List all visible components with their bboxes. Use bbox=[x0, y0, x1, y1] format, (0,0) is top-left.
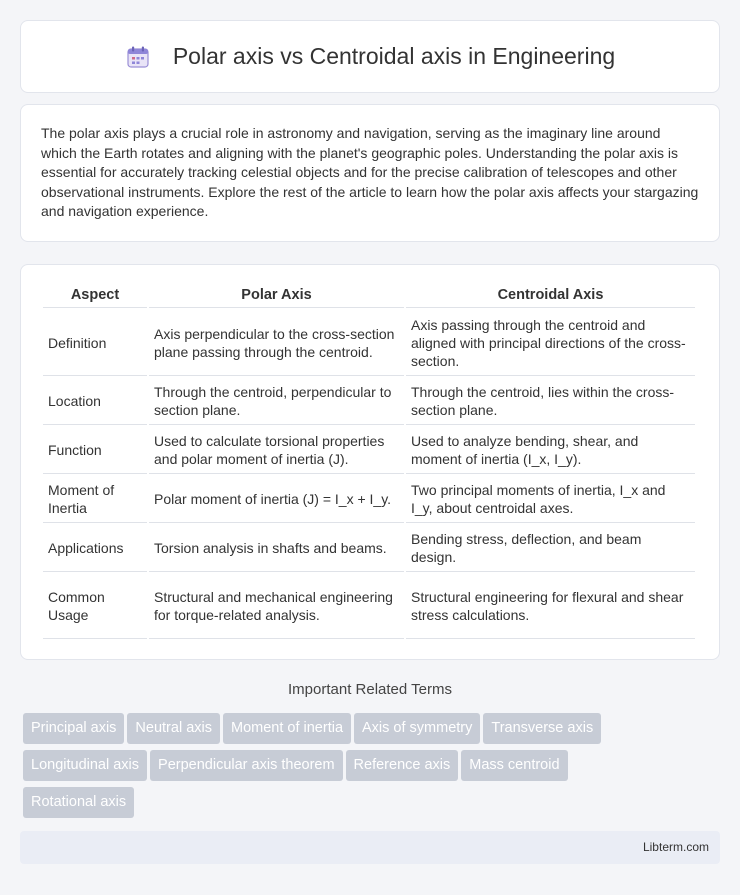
cell-aspect: Moment of Inertia bbox=[43, 476, 147, 523]
cell-aspect: Location bbox=[43, 378, 147, 425]
cell-aspect: Common Usage bbox=[43, 574, 147, 639]
term-tag[interactable]: Longitudinal axis bbox=[23, 750, 147, 781]
comparison-card bbox=[20, 264, 720, 660]
cell-polar: Used to calculate torsional properties and polar moment of inertia (J). bbox=[149, 427, 404, 474]
term-tag[interactable]: Transverse axis bbox=[483, 713, 601, 744]
table-row bbox=[43, 525, 695, 572]
table-row bbox=[43, 476, 695, 523]
header-centroidal-axis: Centroidal Axis bbox=[406, 283, 695, 308]
cell-aspect: Definition bbox=[43, 310, 147, 376]
cell-aspect: Function bbox=[43, 427, 147, 474]
term-tag[interactable]: Mass centroid bbox=[461, 750, 567, 781]
page-title: Polar axis vs Centroidal axis in Engineering bbox=[172, 43, 616, 69]
header-aspect: Aspect bbox=[43, 283, 147, 308]
intro-card bbox=[20, 104, 720, 242]
cell-polar: Polar moment of inertia (J) = I_x + I_y. bbox=[149, 476, 404, 523]
table-row bbox=[43, 378, 695, 425]
table-row bbox=[43, 310, 695, 376]
cell-centroidal: Through the centroid, lies within the cross-section plane. bbox=[406, 378, 695, 425]
cell-aspect: Applications bbox=[43, 525, 147, 572]
cell-polar: Through the centroid, perpendicular to section plane. bbox=[149, 378, 404, 425]
intro-paragraph: The polar axis plays a crucial role in astronomy and navigation, serving as the imaginary line around which the Earth rotates and aligning with the planet's geographic poles. Understanding the polar axis is essential for accurately tracking celestial objects and for the precise calibration of telescopes and other observational instruments. Explore the rest of the article to learn how the polar axis affects your stargazing and navigation experience. bbox=[41, 125, 699, 219]
cell-centroidal: Axis passing through the centroid and aligned with principal directions of the cross-section. bbox=[406, 310, 695, 376]
cell-centroidal: Used to analyze bending, shear, and moment of inertia (I_x, I_y). bbox=[406, 427, 695, 474]
table-row bbox=[43, 574, 695, 639]
cell-centroidal: Two principal moments of inertia, I_x and I_y, about centroidal axes. bbox=[406, 476, 695, 523]
term-tag[interactable]: Axis of symmetry bbox=[354, 713, 480, 744]
comparison-table bbox=[41, 281, 697, 641]
footer-site-link[interactable]: Libterm.com bbox=[642, 840, 709, 854]
title-card bbox=[20, 20, 720, 93]
term-tag[interactable]: Moment of inertia bbox=[223, 713, 351, 744]
cell-centroidal: Structural engineering for flexural and shear stress calculations. bbox=[406, 574, 695, 639]
cell-polar: Axis perpendicular to the cross-section plane passing through the centroid. bbox=[149, 310, 404, 376]
term-tag[interactable]: Principal axis bbox=[23, 713, 124, 744]
cell-polar: Structural and mechanical engineering for torque-related analysis. bbox=[149, 574, 404, 639]
table-row bbox=[43, 427, 695, 474]
related-terms-list bbox=[23, 713, 723, 824]
term-tag[interactable]: Rotational axis bbox=[23, 787, 134, 818]
related-terms-title: Important Related Terms bbox=[288, 681, 452, 698]
term-tag[interactable]: Perpendicular axis theorem bbox=[150, 750, 343, 781]
cell-polar: Torsion analysis in shafts and beams. bbox=[149, 525, 404, 572]
header-polar-axis: Polar Axis bbox=[149, 283, 404, 308]
table-header-row bbox=[43, 283, 695, 308]
cell-centroidal: Bending stress, deflection, and beam design. bbox=[406, 525, 695, 572]
footer bbox=[20, 831, 720, 864]
calendar-icon bbox=[125, 44, 151, 70]
term-tag[interactable]: Neutral axis bbox=[127, 713, 220, 744]
term-tag[interactable]: Reference axis bbox=[346, 750, 459, 781]
